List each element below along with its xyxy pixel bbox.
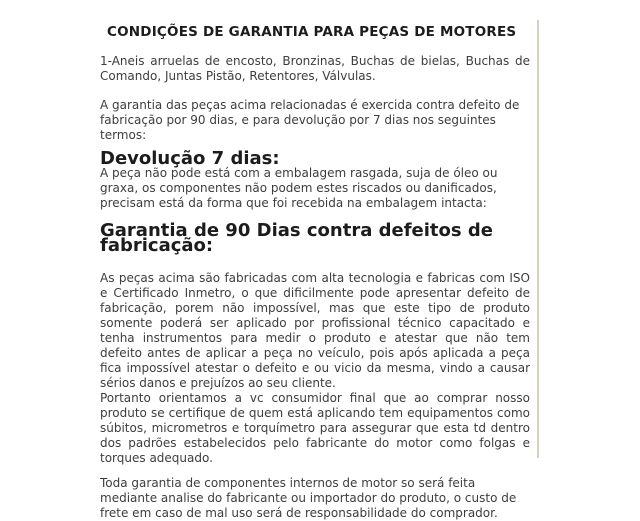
section-body-orientacao: Portanto orientamos a vc consumidor final que ao comprar nosso produto se certifique de quem está aplicando tem equipamentos como súbitos, micrometros e torquímetro para assegurar que esta td dentro dos padrões estabelecidos pelo fabricante do motor como folgas e torques adequado. bbox=[100, 391, 530, 465]
page-right-edge-line bbox=[537, 20, 539, 458]
parts-list-paragraph: 1-Aneis arruelas de encosto, Bronzinas, Buchas de bielas, Buchas de Comando, Juntas Pistão, Retentores, Válvulas. bbox=[100, 54, 530, 83]
section-body-devolucao: A peça não pode está com a embalagem rasgada, suja de óleo ou graxa, os componentes não podem estes riscados ou danificados, precisam está da forma que foi recebida na embalagem intacta: bbox=[100, 166, 498, 210]
section-heading-devolucao: Devolução 7 dias: bbox=[100, 148, 280, 169]
section-heading-garantia-90-dias: Garantia de 90 Dias contra defeitos de fabricação: bbox=[100, 220, 493, 256]
page-title: CONDIÇÕES DE GARANTIA PARA PEÇAS DE MOTORES bbox=[107, 24, 517, 40]
document-content bbox=[100, 24, 530, 521]
footer-paragraph: Toda garantia de componentes internos de motor so será feita mediante analise do fabricante ou importador do produto, o custo de frete em caso de mal uso será de responsabilidade do comprador. bbox=[100, 476, 517, 520]
section-body-fabricacao: As peças acima são fabricadas com alta tecnologia e fabricas com ISO e Certificado Inmetro, o que dificilmente pode apresentar defeito de fabricação, porem não impossível, mas que este tipo de produto somente poderá ser aplicado por profissional técnico capacitado e tenha instrumentos para medir o produto e atestar que não tem defeito antes de aplicar a peça no veículo, pois após aplicada a peça fica impossível atestar o defeito e ou vicio da mesma, vindo a causar sérios danos e prejuízos ao seu cliente. bbox=[100, 271, 530, 390]
warranty-terms-paragraph: A garantia das peças acima relacionadas é exercida contra defeito de fabricação por 90 dias, e para devolução por 7 dias nos seguintes termos: bbox=[100, 98, 520, 142]
